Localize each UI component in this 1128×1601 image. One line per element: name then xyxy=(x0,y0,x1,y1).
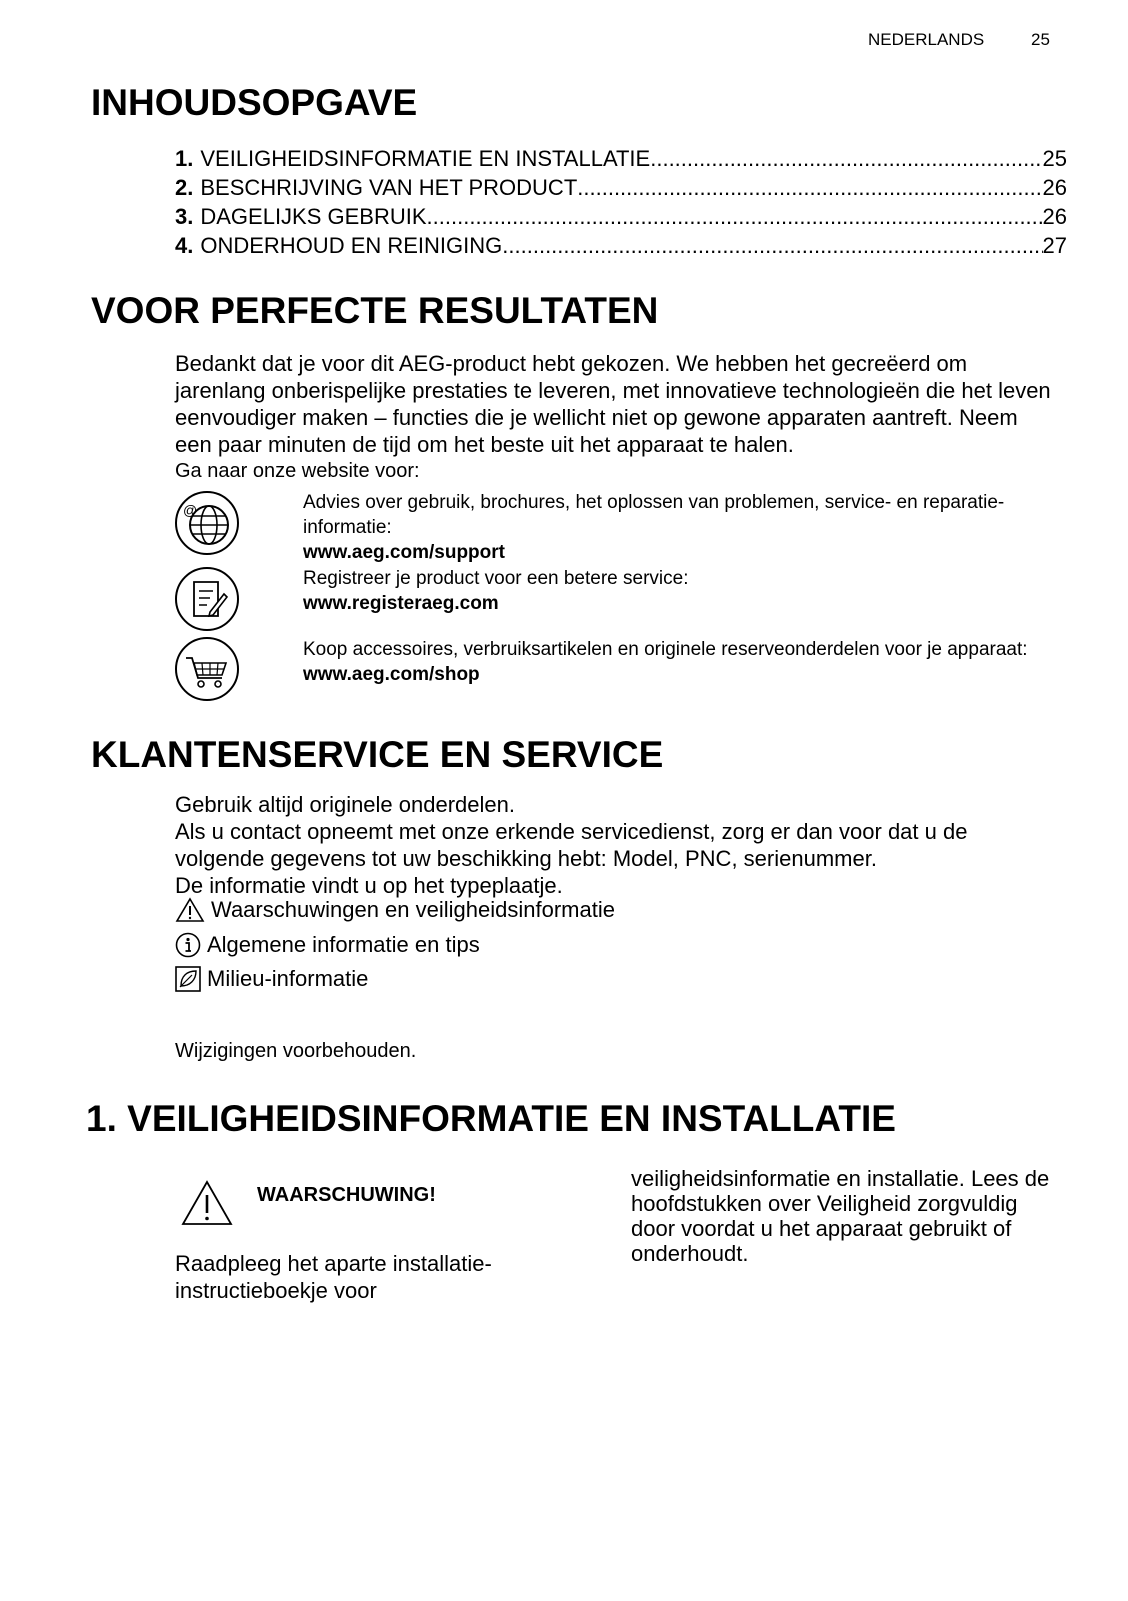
shop-description: Koop accessoires, verbruiksartikelen en originele reserveonderdelen voor je apparaat: xyxy=(303,639,1028,660)
toc-entry[interactable] xyxy=(175,202,1067,231)
toc-leader-dots xyxy=(650,144,1042,173)
toc-heading: INHOUDSOPGAVE xyxy=(91,82,418,123)
section-1-heading: 1. VEILIGHEIDSINFORMATIE EN INSTALLATIE xyxy=(86,1098,896,1139)
legend-item-environment xyxy=(175,966,368,992)
support-url-link[interactable]: www.aeg.com/support xyxy=(303,542,505,563)
section-1-right-text: veiligheidsinformatie en installatie. Lees de hoofdstukken over Veiligheid zorgvuldig door voordat u het apparaat gebruikt of onderhoudt. xyxy=(631,1166,1050,1266)
toc-leader-dots xyxy=(577,173,1042,202)
toc-entry-number: 1. xyxy=(175,146,194,171)
toc-entry-number: 4. xyxy=(175,233,194,258)
toc-leader-dots xyxy=(427,202,1043,231)
legend-item-warning xyxy=(175,897,615,923)
support-description: Advies over gebruik, brochures, het oplossen van problemen, service- en reparatie-informatie: xyxy=(303,492,1005,538)
support-link-block xyxy=(303,490,1043,565)
shopping-cart-icon xyxy=(174,636,240,702)
toc-entry-title: BESCHRIJVING VAN HET PRODUCT xyxy=(200,175,578,200)
info-icon xyxy=(175,932,201,958)
toc-entry-page: 26 xyxy=(1042,204,1067,229)
svg-text:@: @ xyxy=(183,502,198,518)
legend-info-label: Algemene informatie en tips xyxy=(207,932,480,957)
register-url-link[interactable]: www.registeraeg.com xyxy=(303,593,499,614)
section-1-left-text: Raadpleeg het aparte installatie-instructieboekje voor xyxy=(175,1251,492,1303)
register-link-block xyxy=(303,566,1043,616)
shop-url-link[interactable]: www.aeg.com/shop xyxy=(303,664,480,685)
leaf-icon xyxy=(175,966,201,992)
toc-entry-number: 2. xyxy=(175,175,194,200)
legend-environment-label: Milieu-informatie xyxy=(207,966,369,991)
service-line-2: Als u contact opneemt met onze erkende servicedienst, zorg er dan voor dat u de volgende gegevens tot uw beschikking hebt: Model, PNC, serienummer. xyxy=(175,819,968,871)
customer-service-text xyxy=(175,791,1055,899)
register-description: Registreer je product voor een betere service: xyxy=(303,568,689,589)
toc-leader-dots xyxy=(502,231,1042,260)
warning-icon xyxy=(175,897,205,923)
toc-entry-number: 3. xyxy=(175,204,194,229)
legend-item-info xyxy=(175,932,480,958)
changes-notice: Wijzigingen voorbehouden. xyxy=(175,1040,417,1062)
results-heading: VOOR PERFECTE RESULTATEN xyxy=(91,290,659,331)
toc-entry-title: VEILIGHEIDSINFORMATIE EN INSTALLATIE xyxy=(200,146,651,171)
warning-label: WAARSCHUWING! xyxy=(257,1184,436,1206)
warning-icon xyxy=(181,1180,233,1226)
toc-entry-page: 26 xyxy=(1042,175,1067,200)
toc-entry[interactable] xyxy=(175,231,1067,260)
website-intro: Ga naar onze website voor: xyxy=(175,460,420,482)
toc-entry[interactable] xyxy=(175,173,1067,202)
toc-entry-page: 27 xyxy=(1042,233,1067,258)
intro-paragraph: Bedankt dat je voor dit AEG-product hebt gekozen. We hebben het gecreëerd om jarenlang onberispelijke prestaties te leveren, met innovatieve technologieën die het leven eenvoudiger maken – functies die je wellicht niet op gewone apparaten aantreft. Neem een paar minuten de tijd om het beste uit het apparaat te halen. xyxy=(175,351,1051,457)
toc-entry-title: DAGELIJKS GEBRUIK xyxy=(200,204,427,229)
customer-service-heading: KLANTENSERVICE EN SERVICE xyxy=(91,734,664,775)
service-line-1: Gebruik altijd originele onderdelen. xyxy=(175,792,515,817)
header-language: NEDERLANDS xyxy=(868,30,985,49)
service-line-3: De informatie vindt u op het typeplaatje. xyxy=(175,873,563,898)
table-of-contents xyxy=(175,144,1067,260)
shop-link-block xyxy=(303,637,1043,687)
toc-entry[interactable] xyxy=(175,144,1067,173)
toc-entry-title: ONDERHOUD EN REINIGING xyxy=(200,233,503,258)
register-icon xyxy=(174,566,240,632)
page-number: 25 xyxy=(1031,30,1050,49)
legend-warning-label: Waarschuwingen en veiligheidsinformatie xyxy=(211,897,615,922)
globe-icon xyxy=(174,490,240,556)
toc-entry-page: 25 xyxy=(1042,146,1067,171)
